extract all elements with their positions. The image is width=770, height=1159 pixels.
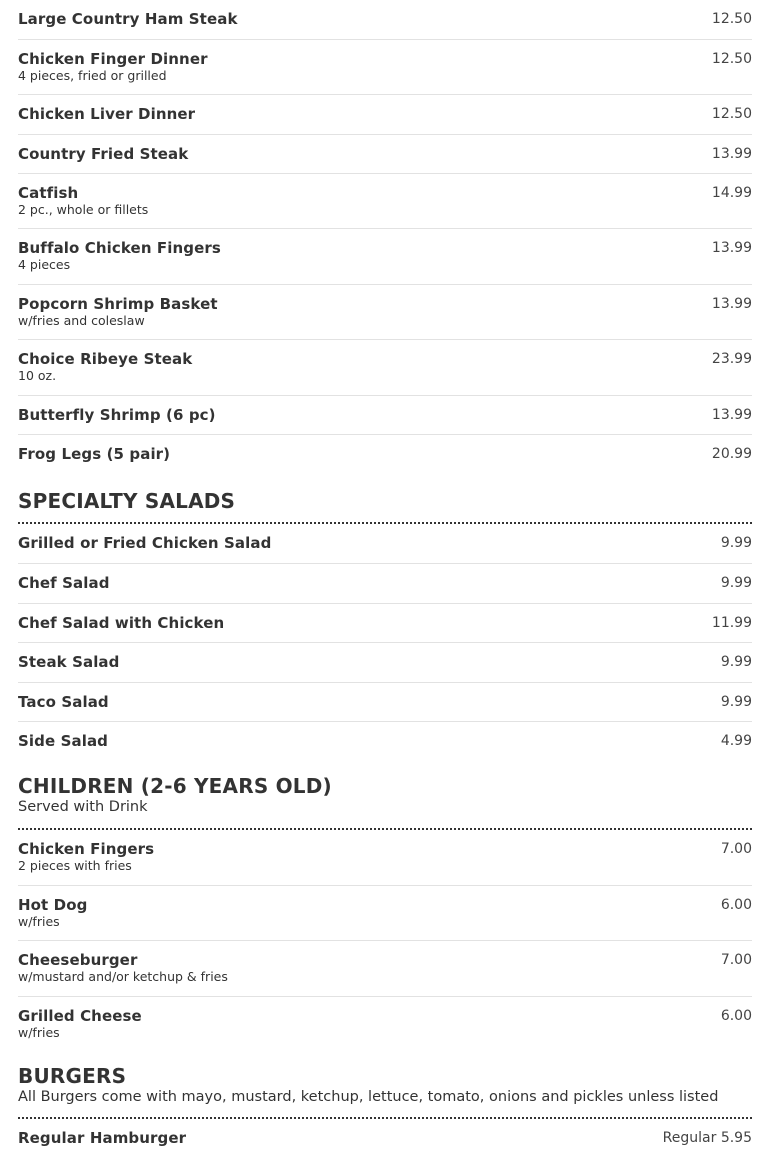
item-description: 4 pieces, fried or grilled xyxy=(18,68,167,83)
item-name: Chicken Fingers xyxy=(18,840,155,858)
item-description: w/fries xyxy=(18,914,60,929)
item-name: Cheeseburger xyxy=(18,951,138,969)
menu-item xyxy=(18,95,752,135)
menu-item xyxy=(18,683,752,722)
item-name: Country Fried Steak xyxy=(18,145,189,163)
item-price: 7.00 xyxy=(720,841,752,857)
menu-item xyxy=(18,435,752,475)
menu-item xyxy=(18,643,752,683)
item-name: Grilled Cheese xyxy=(18,1007,142,1025)
item-name: Butterfly Shrimp (6 pc) xyxy=(18,406,216,424)
menu-item xyxy=(18,135,752,174)
menu-item xyxy=(18,830,752,886)
section-header-children xyxy=(18,762,752,830)
item-price: 9.99 xyxy=(720,654,752,670)
item-price: 20.99 xyxy=(711,446,752,462)
item-description: 4 pieces xyxy=(18,257,71,272)
item-description: 2 pc., whole or fillets xyxy=(18,202,149,217)
menu-item xyxy=(18,722,752,762)
item-name: Chicken Finger Dinner xyxy=(18,50,208,68)
item-name: Choice Ribeye Steak xyxy=(18,350,193,368)
item-name: Chef Salad xyxy=(18,574,110,592)
menu-item xyxy=(18,564,752,604)
section-header-burgers xyxy=(18,1052,752,1119)
item-name: Side Salad xyxy=(18,732,109,750)
menu-item xyxy=(18,40,752,95)
item-price: 11.99 xyxy=(711,615,752,631)
item-price: 9.99 xyxy=(720,575,752,591)
item-price: 7.00 xyxy=(720,952,752,968)
section-title: SPECIALTY SALADS xyxy=(18,489,236,513)
item-name: Regular Hamburger xyxy=(18,1129,187,1147)
item-description: w/fries xyxy=(18,1025,60,1040)
item-price: 13.99 xyxy=(711,240,752,256)
item-name: Buffalo Chicken Fingers xyxy=(18,239,221,257)
item-price: 13.99 xyxy=(711,146,752,162)
menu-item xyxy=(18,174,752,229)
menu-item xyxy=(18,886,752,941)
item-description: 2 pieces with fries xyxy=(18,858,132,873)
item-name: Hot Dog xyxy=(18,896,88,914)
menu-item xyxy=(18,941,752,997)
item-name: Chef Salad with Chicken xyxy=(18,614,225,632)
item-price: 12.50 xyxy=(711,11,752,27)
section-note: All Burgers come with mayo, mustard, ketchup, lettuce, tomato, onions and pickles unless listed xyxy=(18,1089,719,1105)
item-price: 6.00 xyxy=(720,1008,752,1024)
section-title: CHILDREN (2-6 YEARS OLD) xyxy=(18,774,332,798)
item-name: Catfish xyxy=(18,184,79,202)
menu-item xyxy=(18,340,752,396)
item-price: 12.50 xyxy=(711,106,752,122)
menu-item xyxy=(18,229,752,285)
item-price: 14.99 xyxy=(711,185,752,201)
item-price: 12.50 xyxy=(711,51,752,67)
menu-item xyxy=(18,604,752,643)
item-price: 9.99 xyxy=(720,694,752,710)
item-price: 13.99 xyxy=(711,407,752,423)
item-name: Large Country Ham Steak xyxy=(18,10,238,28)
item-price: 9.99 xyxy=(720,535,752,551)
item-price: 13.99 xyxy=(711,296,752,312)
item-price: 4.99 xyxy=(720,733,752,749)
menu-item xyxy=(18,0,752,40)
item-name: Popcorn Shrimp Basket xyxy=(18,295,218,313)
item-name: Frog Legs (5 pair) xyxy=(18,445,171,463)
section-title: BURGERS xyxy=(18,1064,127,1088)
section-header-salads xyxy=(18,475,752,524)
item-price: 6.00 xyxy=(720,897,752,913)
item-description: w/mustard and/or ketchup & fries xyxy=(18,969,228,984)
item-name: Steak Salad xyxy=(18,653,120,671)
item-name: Grilled or Fried Chicken Salad xyxy=(18,534,272,552)
item-name: Chicken Liver Dinner xyxy=(18,105,196,123)
menu-item xyxy=(18,524,752,564)
item-price: 23.99 xyxy=(711,351,752,367)
menu-item xyxy=(18,396,752,435)
menu-item xyxy=(18,1119,752,1159)
menu-item xyxy=(18,997,752,1052)
section-note: Served with Drink xyxy=(18,799,148,815)
item-price: Regular 5.95 xyxy=(662,1130,752,1146)
item-description: 10 oz. xyxy=(18,368,57,383)
item-description: w/fries and coleslaw xyxy=(18,313,145,328)
item-name: Taco Salad xyxy=(18,693,109,711)
menu-page xyxy=(18,0,752,1159)
menu-item xyxy=(18,285,752,340)
